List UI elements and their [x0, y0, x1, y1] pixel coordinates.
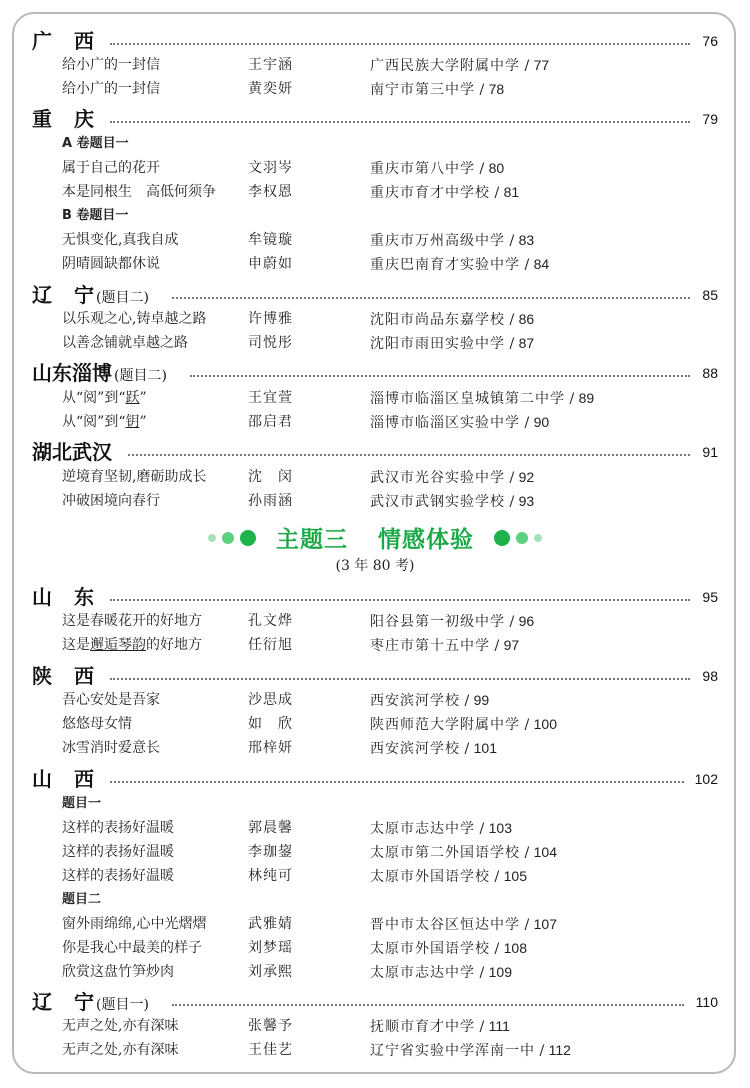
section-title: 广 西 [32, 29, 94, 53]
section-hubei-wuhan[interactable] [32, 439, 718, 465]
section-page: 110 [695, 994, 718, 1010]
dot-leader [190, 375, 690, 377]
dot-leader [110, 599, 690, 601]
dot-leader [172, 297, 690, 299]
dot-decoration [222, 532, 234, 544]
theme-banner [0, 521, 750, 553]
section-shandong[interactable] [32, 584, 718, 610]
dot-leader [110, 781, 684, 783]
section-title: 辽 宁 (题目一) [32, 990, 149, 1014]
dot-leader [110, 121, 690, 123]
section-shanxi[interactable] [32, 766, 718, 792]
section-page: 95 [702, 589, 718, 605]
section-title: 重 庆 [32, 107, 94, 131]
section-chongqing[interactable] [32, 106, 718, 132]
dot-leader [128, 454, 690, 456]
section-title: 山东淄博 (题目二) [32, 361, 167, 385]
dot-leader [110, 43, 690, 45]
section-title: 陕 西 [32, 664, 94, 688]
section-title: 湖北武汉 [32, 440, 112, 464]
section-page: 85 [702, 287, 718, 303]
section-title: 山 东 [32, 585, 94, 609]
theme-title: 主题三 情感体验 [276, 527, 474, 553]
section-page: 98 [702, 668, 718, 684]
dot-decoration [240, 530, 256, 546]
section-shaanxi[interactable] [32, 663, 718, 689]
subheading: 题目二 [62, 892, 102, 907]
section-page: 102 [694, 771, 718, 787]
section-page: 79 [702, 111, 718, 127]
theme-subtitle: (3 年 80 考) [335, 558, 415, 574]
dot-decoration [516, 532, 528, 544]
subheading: B 卷题目一 [62, 208, 129, 223]
dot-leader [110, 678, 690, 680]
section-page: 76 [702, 33, 718, 49]
dot-decoration [494, 530, 510, 546]
subheading: A 卷题目一 [62, 136, 129, 151]
section-page: 91 [702, 444, 718, 460]
section-title: 山 西 [32, 767, 94, 791]
section-liaoning-topic2[interactable] [32, 282, 718, 308]
dot-leader [172, 1004, 684, 1006]
dot-decoration [534, 534, 542, 542]
subheading: 题目一 [62, 796, 102, 811]
dot-decoration [208, 534, 216, 542]
section-title: 辽 宁 (题目二) [32, 283, 149, 307]
section-shandong-zibo[interactable] [32, 360, 718, 386]
section-guangxi[interactable] [32, 28, 718, 54]
section-page: 88 [702, 365, 718, 381]
section-liaoning-topic1[interactable] [32, 989, 718, 1015]
